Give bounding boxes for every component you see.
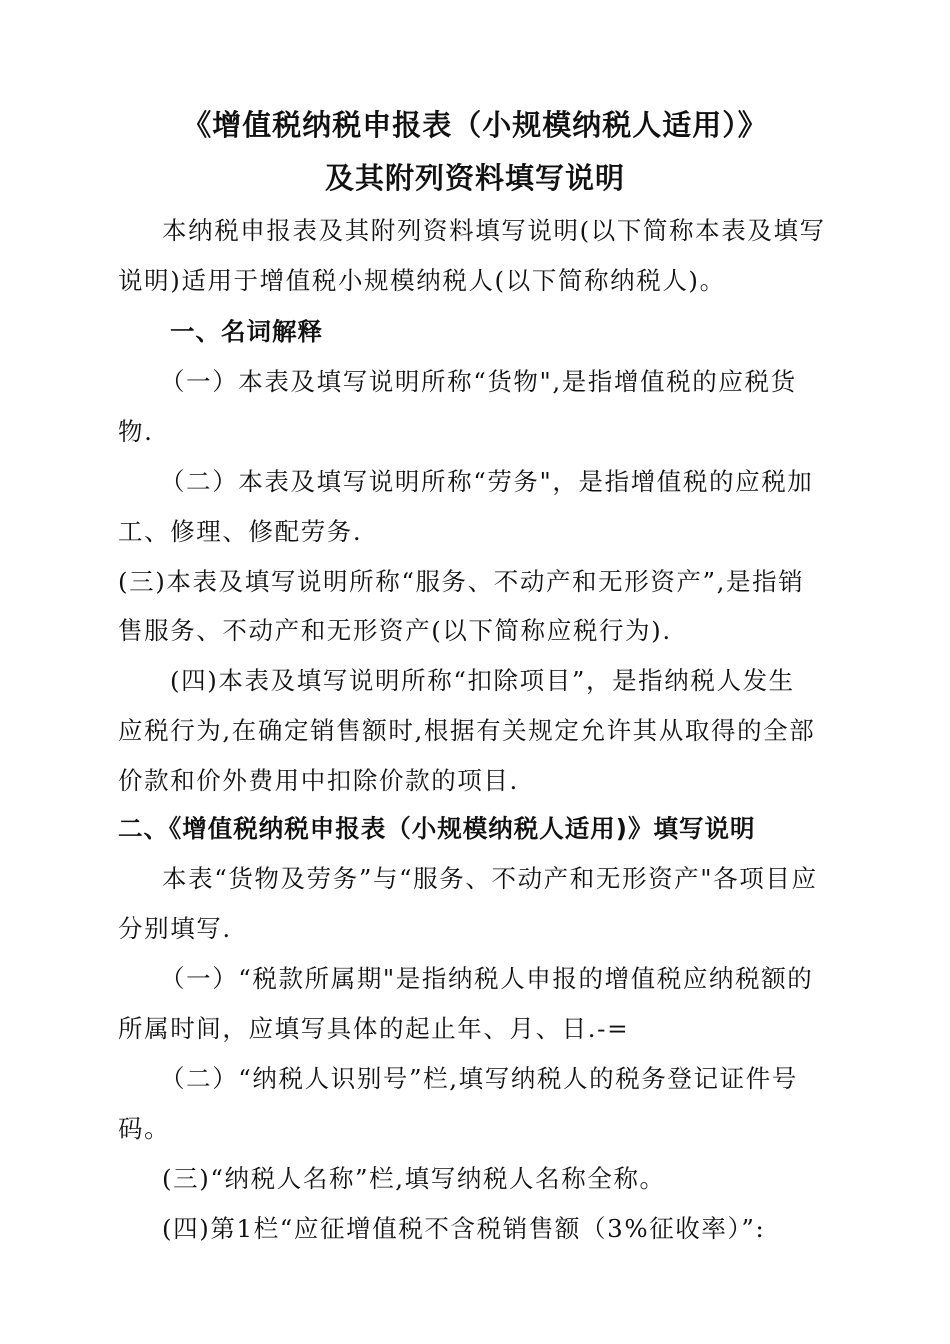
intro-line-2: 说明)适用于增值税小规模纳税人(以下简称纳税人)。: [118, 266, 726, 295]
s2-intro-line-1: 本表“货物及劳务”与“服务、不动产和无形资产"各项目应: [162, 864, 818, 893]
section-2-heading: 二、《增值税纳税申报表（小规模纳税人适用)》填写说明: [118, 814, 756, 843]
s2-p3-line-1: (三)“纳税人名称”栏,填写纳税人名称全称。: [162, 1164, 666, 1193]
s1-p2-line-1: （二）本表及填写说明所称“劳务"，是指增值税的应税加: [160, 467, 814, 496]
s2-p2-line-1: （二）“纳税人识别号”栏,填写纳税人的税务登记证件号: [160, 1064, 798, 1093]
s2-intro-line-2: 分别填写.: [118, 914, 232, 943]
document-title-line-1: 《增值税纳税申报表（小规模纳税人适用）》: [182, 108, 768, 142]
s1-p4-line-1: (四)本表及填写说明所称“扣除项目”，是指纳税人发生: [170, 666, 795, 695]
section-1-heading: 一、名词解释: [170, 317, 323, 346]
s2-p1-line-2: 所属时间，应填写具体的起止年、月、日.-=: [118, 1014, 630, 1043]
intro-line-1: 本纳税申报表及其附列资料填写说明(以下简称本表及填写: [162, 216, 826, 245]
s1-p3-line-2: 售服务、不动产和无形资产(以下简称应税行为).: [118, 616, 672, 645]
s1-p4-line-2: 应税行为,在确定销售额时,根据有关规定允许其从取得的全部: [118, 716, 816, 745]
document-title-line-2: 及其附列资料填写说明: [324, 161, 625, 195]
s1-p1-line-2: 物.: [118, 417, 154, 446]
s1-p1-line-1: （一）本表及填写说明所称“货物",是指增值税的应税货: [160, 367, 797, 396]
s2-p1-line-1: （一）“税款所属期"是指纳税人申报的增值税应纳税额的: [160, 964, 814, 993]
s1-p3-line-1: (三)本表及填写说明所称“服务、不动产和无形资产”,是指销: [118, 567, 805, 596]
s2-p2-line-2: 码。: [118, 1114, 171, 1143]
s2-p4-line-1: (四)第1栏“应征增值税不含税销售额（3%征收率）”:: [162, 1214, 766, 1243]
s1-p2-line-2: 工、修理、修配劳务.: [118, 517, 363, 546]
s1-p4-line-3: 价款和价外费用中扣除价款的项目.: [118, 766, 519, 795]
